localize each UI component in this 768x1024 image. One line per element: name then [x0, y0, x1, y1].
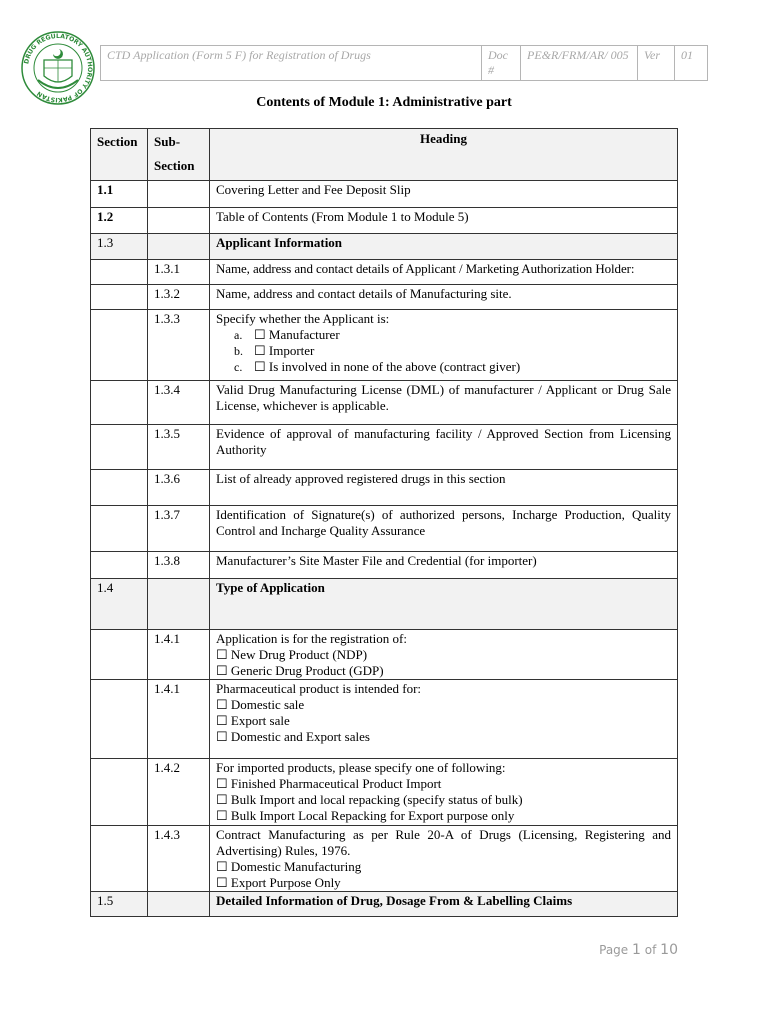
header-heading: Heading [210, 129, 678, 181]
table-header-row [91, 129, 678, 181]
list-item: a. ☐ Manufacturer [234, 327, 340, 342]
table-row: 1.3.3 Specify whether the Applicant is: a. ☐ Manufacturer b. ☐ Importer c. ☐ Is involved in none of the above (contract giver) [91, 310, 678, 381]
list-item: ☐ Generic Drug Product (GDP) [216, 663, 384, 678]
list-item: b. ☐ Importer [234, 343, 315, 358]
table-row: 1.4 Type of Application [91, 579, 678, 630]
header-section: Section [91, 129, 148, 181]
list-item: ☐ Bulk Import Local Repacking for Export purpose only [216, 808, 515, 823]
table-row: 1.3.2 Name, address and contact details of Manufacturing site. [91, 285, 678, 310]
doc-number: PE&R/FRM/AR/ 005 [521, 46, 638, 81]
doc-title: CTD Application (Form 5 F) for Registration of Drugs [101, 46, 482, 81]
table-row: 1.3.1 Name, address and contact details of Applicant / Marketing Authorization Holder: [91, 260, 678, 285]
table-row: 1.4.1 Application is for the registration of: ☐ New Drug Product (NDP) ☐ Generic Drug Product (GDP) [91, 630, 678, 680]
list-item: ☐ Domestic and Export sales [216, 729, 370, 744]
table-row: 1.3.6 List of already approved registered drugs in this section [91, 470, 678, 506]
list-item: ☐ Export Purpose Only [216, 875, 341, 890]
list-item: ☐ Export sale [216, 713, 290, 728]
table-row: 1.1 Covering Letter and Fee Deposit Slip [91, 181, 678, 208]
page-title: Contents of Module 1: Administrative part [256, 95, 512, 110]
table-row: 1.5 Detailed Information of Drug, Dosage From & Labelling Claims [91, 892, 678, 917]
version-label: Ver [638, 46, 675, 81]
table-row: 1.4.1 Pharmaceutical product is intended for: ☐ Domestic sale ☐ Export sale ☐ Domestic and Export sales [91, 680, 678, 759]
list-item: c. ☐ Is involved in none of the above (contract giver) [234, 359, 521, 374]
table-row: 1.3.5 Evidence of approval of manufacturing facility / Approved Section from Licensing Authority [91, 425, 678, 470]
table-row: 1.3.7 Identification of Signature(s) of authorized persons, Incharge Production, Quality Control and Incharge Quality Assurance [91, 506, 678, 552]
list-item: ☐ Bulk Import and local repacking (specify status of bulk) [216, 792, 523, 807]
list-item: ☐ Domestic Manufacturing [216, 859, 362, 874]
table-row: 1.3.8 Manufacturer’s Site Master File and Credential (for importer) [91, 552, 678, 579]
version-value: 01 [675, 46, 708, 81]
table-row: 1.2 Table of Contents (From Module 1 to Module 5) [91, 208, 678, 234]
table-row: 1.3 Applicant Information [91, 234, 678, 260]
table-row: 1.4.2 For imported products, please specify one of following: ☐ Finished Pharmaceutical Product Import ☐ Bulk Import and local repacking (specify status of bulk) ☐ Bulk Import Local Repacking for Export purpose only [91, 759, 678, 826]
table-row: 1.3.4 Valid Drug Manufacturing License (DML) of manufacturer / Applicant or Drug Sale License, whichever is applicable. [91, 381, 678, 425]
logo-ring-text: DRUG REGULATORY AUTHORITY OF PAKISTAN [23, 32, 94, 104]
list-item: ☐ New Drug Product (NDP) [216, 647, 368, 662]
header-sub-section: Sub- Section [148, 129, 210, 181]
page-number: Page 1 of 10 [599, 942, 678, 958]
contents-table [90, 128, 678, 917]
document-header-box [100, 45, 708, 81]
table-row: 1.4.3 Contract Manufacturing as per Rule 20-A of Drugs (Licensing, Registering and Advertising) Rules, 1976. ☐ Domestic Manufacturing ☐ Export Purpose Only [91, 826, 678, 892]
doc-number-label: Doc # [482, 46, 521, 81]
list-item: ☐ Domestic sale [216, 697, 305, 712]
list-item: ☐ Finished Pharmaceutical Product Import [216, 776, 442, 791]
